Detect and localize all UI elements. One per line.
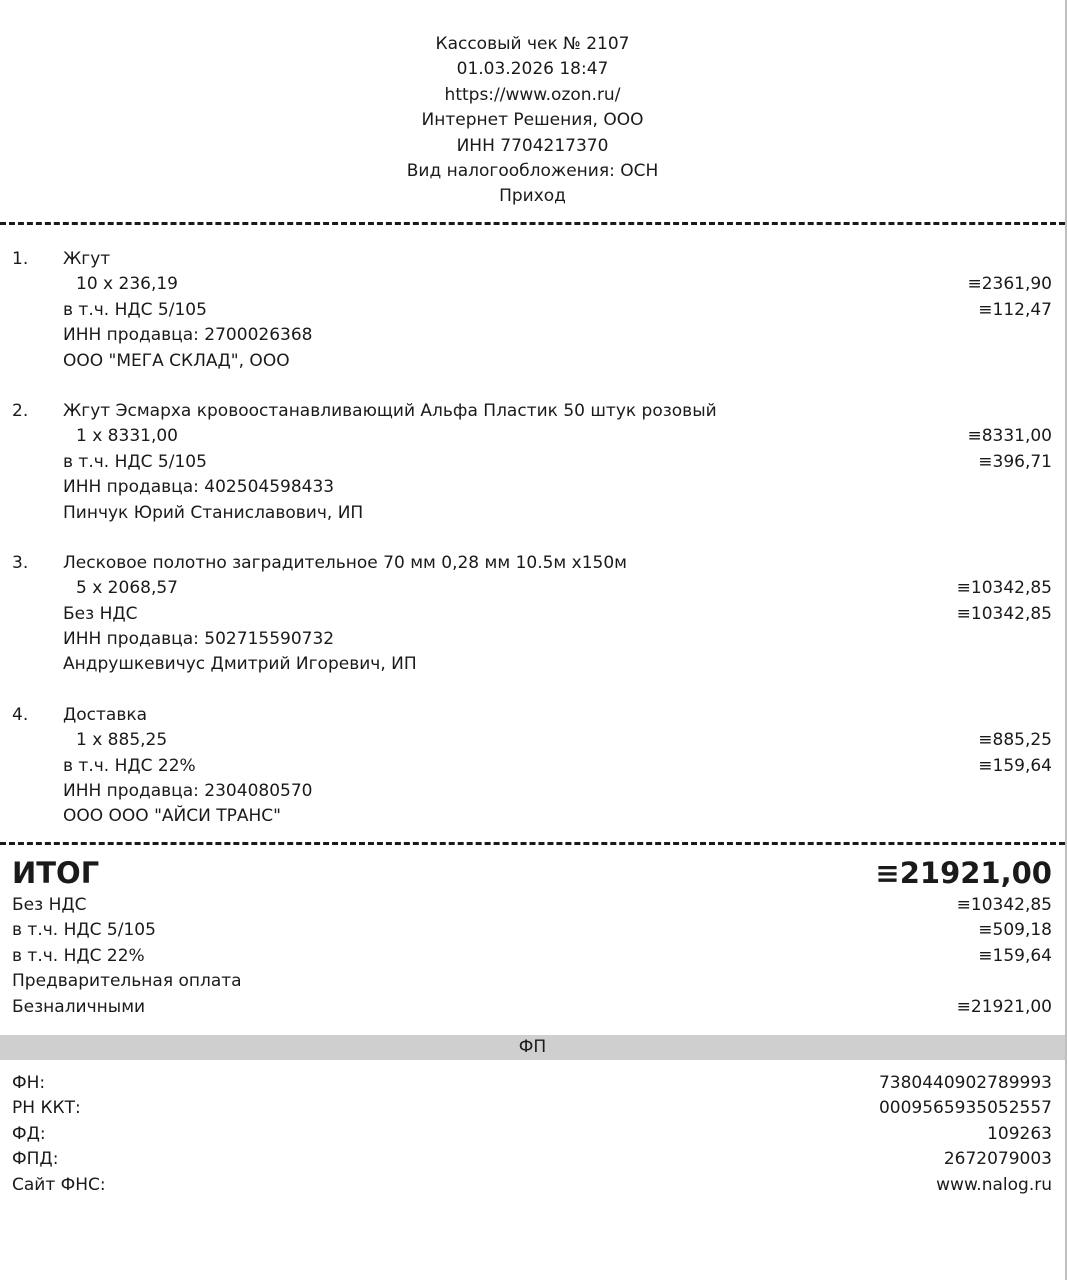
totals-row-label: Без НДС xyxy=(12,895,87,915)
item-name: Жгут xyxy=(63,249,111,269)
item-vat-row xyxy=(0,754,1065,779)
store-url: https://www.ozon.ru/ xyxy=(444,84,621,105)
company-inn: ИНН 7704217370 xyxy=(456,135,609,156)
fiscal-label: РН ККТ: xyxy=(12,1098,81,1119)
item-vat-amount: ≡112,47 xyxy=(978,299,1052,320)
totals-row xyxy=(0,995,1065,1020)
totals-row-value: ≡10342,85 xyxy=(956,895,1052,915)
item-qty-price: 1 x 885,25 xyxy=(76,730,168,751)
fiscal-value: 0009565935052557 xyxy=(878,1098,1052,1119)
item-qty-row xyxy=(0,576,1065,601)
divider-totals xyxy=(0,842,1065,845)
totals-row xyxy=(0,969,1065,994)
list-item xyxy=(0,551,1065,678)
company-name: Интернет Решения, ООО xyxy=(421,110,644,131)
item-vat-row xyxy=(0,602,1065,627)
fiscal-label: ФПД: xyxy=(12,1149,59,1170)
item-vat-label: в т.ч. НДС 22% xyxy=(63,755,196,776)
totals-row-label: в т.ч. НДС 5/105 xyxy=(12,920,156,941)
item-seller-name: ООО ООО "АЙСИ ТРАНС" xyxy=(63,806,281,827)
item-qty-price: 10 x 236,19 xyxy=(76,274,178,295)
items-list xyxy=(0,247,1065,855)
item-qty-row xyxy=(0,424,1065,449)
totals-row-value: ≡509,18 xyxy=(978,920,1052,941)
item-seller-name: Андрушкевичус Дмитрий Игоревич, ИП xyxy=(63,654,417,675)
fp-section-bar: ФП xyxy=(0,1035,1065,1060)
totals-row-label: Предварительная оплата xyxy=(12,971,242,992)
fiscal-row xyxy=(0,1122,1065,1147)
item-number: 2. xyxy=(12,400,29,421)
totals-row xyxy=(0,918,1065,943)
item-total: ≡2361,90 xyxy=(967,274,1052,295)
receipt-datetime: 01.03.2026 18:47 xyxy=(456,59,609,80)
item-name: Доставка xyxy=(63,704,148,725)
grand-total-label: ИТОГ xyxy=(12,856,100,890)
fiscal-label: Сайт ФНС: xyxy=(12,1174,106,1195)
item-name: Лесковое полотно заградительное 70 мм 0,28 мм 10.5м х150м xyxy=(63,552,627,573)
fiscal-value: 109263 xyxy=(987,1123,1052,1144)
fiscal-section xyxy=(0,1071,1065,1198)
totals-section xyxy=(0,855,1065,1020)
list-item xyxy=(0,247,1065,374)
totals-row xyxy=(0,944,1065,969)
divider-top xyxy=(0,222,1065,225)
receipt-title: Кассовый чек № 2107 xyxy=(435,34,630,54)
grand-total-row xyxy=(0,855,1065,891)
item-seller-inn: ИНН продавца: 502715590732 xyxy=(63,629,335,650)
operation-type: Приход xyxy=(499,186,566,207)
item-seller-name: ООО "МЕГА СКЛАД", ООО xyxy=(63,350,290,371)
list-item xyxy=(0,703,1065,830)
item-seller-name: Пинчук Юрий Станиславович, ИП xyxy=(63,502,364,523)
totals-row-label: Безналичными xyxy=(12,996,146,1017)
fiscal-site-link[interactable]: www.nalog.ru xyxy=(936,1174,1052,1195)
list-item xyxy=(0,399,1065,526)
item-vat-amount: ≡10342,85 xyxy=(956,603,1052,624)
item-seller-inn: ИНН продавца: 2700026368 xyxy=(63,325,313,346)
fiscal-value: 2672079003 xyxy=(943,1149,1052,1170)
item-qty-price: 1 x 8331,00 xyxy=(76,426,178,447)
grand-total-amount: ≡21921,00 xyxy=(875,856,1052,890)
item-total: ≡8331,00 xyxy=(967,426,1052,447)
fiscal-row xyxy=(0,1173,1065,1198)
fiscal-row xyxy=(0,1147,1065,1172)
fiscal-label: ФД: xyxy=(12,1123,46,1144)
totals-row-value: ≡21921,00 xyxy=(956,996,1052,1017)
fiscal-label: ФН: xyxy=(12,1073,46,1093)
totals-row-value: ≡159,64 xyxy=(978,945,1052,966)
item-name: Жгут Эсмарха кровоостанавливающий Альфа Пластик 50 штук розовый xyxy=(63,400,717,421)
fiscal-row xyxy=(0,1071,1065,1096)
item-vat-label: Без НДС xyxy=(63,603,138,624)
item-vat-label: в т.ч. НДС 5/105 xyxy=(63,299,207,320)
fiscal-value: 7380440902789993 xyxy=(878,1073,1052,1093)
item-qty-row xyxy=(0,728,1065,753)
item-vat-row xyxy=(0,298,1065,323)
item-qty-price: 5 x 2068,57 xyxy=(76,578,178,599)
fiscal-row xyxy=(0,1096,1065,1121)
item-vat-amount: ≡396,71 xyxy=(978,451,1052,472)
item-seller-inn: ИНН продавца: 402504598433 xyxy=(63,477,335,498)
item-vat-label: в т.ч. НДС 5/105 xyxy=(63,451,207,472)
tax-system: Вид налогообложения: ОСН xyxy=(406,161,659,182)
item-seller-inn: ИНН продавца: 2304080570 xyxy=(63,781,313,802)
item-number: 1. xyxy=(12,249,29,269)
totals-row-label: в т.ч. НДС 22% xyxy=(12,945,145,966)
item-number: 3. xyxy=(12,552,29,573)
item-number: 4. xyxy=(12,704,29,725)
item-vat-amount: ≡159,64 xyxy=(978,755,1052,776)
item-total: ≡885,25 xyxy=(978,730,1052,751)
item-vat-row xyxy=(0,450,1065,475)
totals-row xyxy=(0,893,1065,918)
item-total: ≡10342,85 xyxy=(956,578,1052,599)
receipt-header xyxy=(0,32,1065,210)
item-qty-row xyxy=(0,272,1065,297)
